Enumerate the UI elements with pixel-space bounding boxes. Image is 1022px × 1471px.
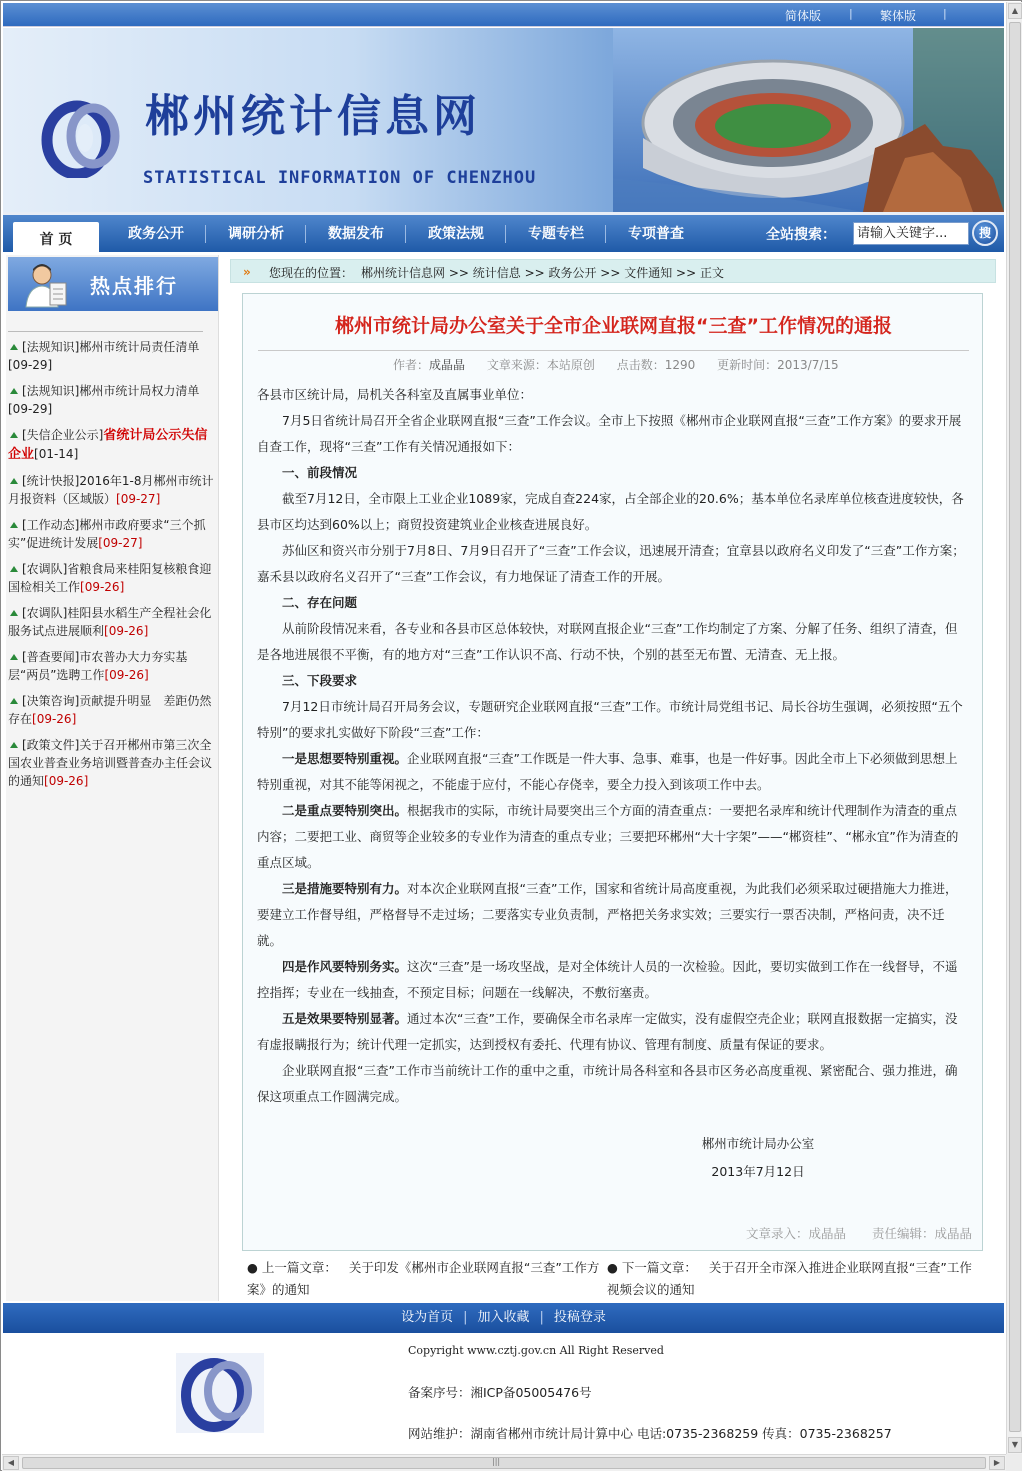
main-nav [3, 212, 1004, 252]
source-label: 文章来源： [486, 358, 547, 372]
footer-links-bar [3, 1303, 1004, 1333]
topbar-separator: | [943, 7, 947, 20]
entry-value: 成晶晶 [808, 1226, 847, 1241]
prev-label: 上一篇文章： [261, 1260, 337, 1275]
requirement-paragraph [257, 1006, 969, 1058]
nav-item-policy[interactable]: 政策法规 [428, 226, 484, 242]
news-title: 郴州市统计局责任清单 [79, 340, 200, 354]
title-divider [258, 350, 969, 351]
signature-date: 2013年7月12日 [711, 1164, 805, 1179]
section-heading: 一、前段情况 [282, 465, 358, 480]
hot-news-link[interactable] [8, 738, 212, 788]
nav-item-data-release[interactable]: 数据发布 [328, 226, 384, 242]
vertical-scrollbar[interactable] [1006, 2, 1022, 1454]
stadium-illustration [613, 28, 1004, 212]
section-heading: 三、下段要求 [282, 673, 358, 688]
triangle-bullet-icon [10, 478, 18, 484]
list-item [6, 472, 219, 508]
news-date: [09-26] [104, 668, 149, 682]
news-date: [09-27] [98, 536, 143, 550]
news-date: [01-14] [34, 447, 79, 461]
news-category: [工作动态] [22, 518, 80, 532]
requirement-text: 企业联网直报“三查”工作既是一件大事、急事、难事，也是一件好事。因此全市上下必须做到思想上特别重视，对其不能等闲视之，不能虚于应付，不能心存侥幸，要全力投入到该项工作中去。 [257, 751, 958, 792]
news-category: [统计快报] [22, 474, 80, 488]
hot-news-link[interactable] [22, 384, 199, 398]
entry-label: 文章录入： [746, 1226, 809, 1241]
triangle-bullet-icon [10, 742, 18, 748]
news-date: [09-26] [44, 774, 89, 788]
updated-value: 2013/7/15 [777, 358, 839, 372]
news-title: 贡献提升明显 差距仍然存在 [8, 694, 212, 726]
news-title: 省粮食局来桂阳复核粮食迎国检相关工作 [8, 562, 212, 594]
article-body [257, 382, 969, 1110]
bullet-icon: ● [247, 1260, 262, 1275]
requirement-text: 这次“三查”是一场攻坚战，是对全体统计人员的一次检验。因此，要切实做到工作在一线督导，不遥控指挥；专业在一线抽查，不预定目标；问题在一线解决，不敷衍塞责。 [257, 959, 958, 1000]
paragraph: 苏仙区和资兴市分别于7月8日、7月9日召开了“三查”工作会议，迅速展开清查；宜章县以政府名义印发了“三查”工作方案；嘉禾县以政府名义召开了“三查”工作会议，有力地保证了清查工作的开展。 [257, 543, 965, 584]
scroll-right-icon[interactable]: ▶ [989, 1456, 1005, 1470]
simplified-chinese-link[interactable]: 简体版 [785, 9, 822, 23]
list-item [6, 426, 219, 464]
article-panel [242, 293, 983, 1251]
list-item [6, 648, 219, 684]
scrollbar-corner [1006, 1454, 1022, 1471]
maintainer-text: 网站维护：湖南省郴州市统计局计算中心 电话:0735-2368259 传真：0735-2368257 [408, 1426, 892, 1441]
requirement-lead: 五是效果要特别显著。 [282, 1011, 408, 1026]
news-category: [失信企业公示] [22, 428, 104, 442]
hits-value: 1290 [664, 358, 696, 372]
signature-block [683, 1130, 833, 1186]
triangle-bullet-icon [10, 344, 18, 350]
requirement-lead: 三是措施要特别有力。 [282, 881, 408, 896]
site-banner [3, 28, 1004, 212]
news-title: 市农普办大力夯实基层“两员”选聘工作 [8, 650, 188, 682]
news-date: [09-27] [116, 492, 161, 506]
updated-label: 更新时间： [717, 358, 778, 372]
breadcrumb-path[interactable]: 郴州统计信息网 >> 统计信息 >> 政务公开 >> 文件通知 >> 正文 [361, 266, 724, 280]
requirement-lead: 四是作风要特别务实。 [282, 959, 408, 974]
footer [3, 1333, 1004, 1453]
hot-ranking-sidebar [6, 255, 219, 1301]
list-item [6, 382, 219, 418]
author-label: 作者： [393, 358, 430, 372]
next-article-link[interactable]: 关于召开全市深入推进企业联网直报“三查”工作视频会议的通知 [607, 1260, 972, 1297]
nav-item-census[interactable]: 专项普查 [628, 226, 684, 242]
news-date: [09-26] [80, 580, 125, 594]
triangle-bullet-icon [10, 522, 18, 528]
footer-separator: | [539, 1310, 544, 1325]
news-date: [09-29] [8, 358, 53, 372]
news-title: 省统计局公示失信企业 [8, 428, 208, 462]
search-button[interactable]: 搜 [972, 220, 998, 246]
scroll-up-icon[interactable]: ▲ [1008, 3, 1022, 19]
breadcrumb-text [269, 264, 724, 281]
requirement-paragraph [257, 954, 969, 1006]
footer-logo-icon [176, 1353, 264, 1433]
hot-news-link[interactable] [8, 650, 187, 682]
editor-label: 责任编辑： [872, 1226, 935, 1241]
nav-item-research[interactable]: 调研分析 [228, 226, 284, 242]
news-category: [决策咨询] [22, 694, 80, 708]
user-avatar-icon [22, 261, 70, 309]
news-title: 关于召开郴州市第三次全国农业普查业务培训暨普查办主任会议的通知 [8, 738, 213, 788]
list-item [6, 516, 219, 552]
triangle-bullet-icon [10, 610, 18, 616]
set-homepage-link[interactable]: 设为首页 [401, 1310, 454, 1325]
article-meta [393, 356, 839, 373]
site-logo-icon [39, 98, 129, 178]
requirement-paragraph [257, 746, 969, 798]
copyright-text: Copyright www.cztj.gov.cn All Right Reserved [408, 1344, 664, 1357]
news-title: 郴州市政府要求“三个抓实”促进统计发展 [8, 518, 206, 550]
next-label: 下一篇文章： [621, 1260, 697, 1275]
triangle-bullet-icon [10, 432, 18, 438]
requirement-paragraph [257, 798, 969, 876]
site-title: 郴州统计信息网 [145, 91, 481, 142]
search-input[interactable]: 请输入关键字... [853, 222, 969, 245]
breadcrumb-label: 您现在的位置： [269, 266, 354, 280]
news-category: [法规知识] [22, 340, 80, 354]
paragraph: 7月12日市统计局召开局务会议，专题研究企业联网直报“三查”工作。市统计局党组书记、局长谷坊生强调，必须按照“五个特别”的要求扎实做好下阶段“三查”工作： [257, 699, 963, 740]
scroll-down-icon[interactable]: ▼ [1008, 1437, 1022, 1453]
source-value: 本站原创 [546, 358, 595, 372]
paragraph: 从前阶段情况来看，各专业和各县市区总体较快，对联网直报企业“三查”工作均制定了方案、分解了任务、组织了清查，但是各地进展很不平衡，有的地方对“三查”工作认识不高、行动不快，个别的甚至无布置、无清查、无上报。 [257, 621, 958, 662]
triangle-bullet-icon [10, 698, 18, 704]
add-favorite-link[interactable]: 加入收藏 [477, 1310, 530, 1325]
news-category: [普查要闻] [22, 650, 80, 664]
news-category: [政策文件] [22, 738, 80, 752]
intro-paragraph: 7月5日省统计局召开全省企业联网直报“三查”工作会议。全市上下按照《郴州市企业联网直报“三查”工作方案》的要求开展自查工作，现将“三查”工作有关情况通报如下： [257, 413, 962, 454]
scroll-left-icon[interactable]: ◀ [3, 1456, 19, 1470]
triangle-bullet-icon [10, 566, 18, 572]
nav-item-special-topics[interactable]: 专题专栏 [528, 226, 584, 242]
traditional-chinese-link[interactable]: 繁体版 [880, 9, 917, 23]
sidebar-title: 热点排行 [90, 274, 178, 298]
horizontal-scroll-thumb[interactable] [22, 1457, 986, 1469]
horizontal-scrollbar[interactable] [2, 1454, 1006, 1471]
news-title: 桂阳县水稻生产全程社会化服务试点进展顺利 [8, 606, 212, 638]
news-title: 郴州市统计局权力清单 [79, 384, 200, 398]
list-item [6, 692, 219, 728]
section-heading: 二、存在问题 [282, 595, 358, 610]
hot-news-list [6, 338, 219, 798]
signature-org: 郴州市统计局办公室 [701, 1136, 815, 1151]
article-title: 郴州市统计局办公室关于全市企业联网直报“三查”工作情况的通报 [335, 315, 892, 337]
news-category: [农调队] [22, 606, 68, 620]
prev-article [247, 1257, 602, 1301]
author-value: 成晶晶 [429, 358, 466, 372]
hits-label: 点击数： [616, 358, 665, 372]
requirement-text: 根据我市的实际，市统计局要突出三个方面的清查重点：一要把名录库和统计代理制作为清查的重点内容；二要把工业、商贸等企业较多的专业作为清查的重点专业；三要把环郴州“大十字架”——“郴资桂”、“郴永宜”作为清查的重点区域。 [257, 803, 959, 870]
news-title: 2016年1-8月郴州市统计月报资料（区域版） [8, 474, 214, 506]
triangle-bullet-icon [10, 654, 18, 660]
requirement-text: 通过本次“三查”工作，要确保全市名录库一定做实，没有虚假空壳企业；联网直报数据一定搞实，没有虚报瞒报行为；统计代理一定抓实，达到授权有委托、代理有协议、管理有制度、质量有保证的要求。 [257, 1011, 958, 1052]
list-item [6, 338, 219, 374]
site-subtitle: STATISTICAL INFORMATION OF CHENZHOU [143, 168, 537, 188]
topbar-separator: | [849, 7, 853, 20]
requirement-paragraph [257, 876, 969, 954]
top-strip [3, 3, 1004, 27]
icp-text: 备案序号：湘ICP备05005476号 [408, 1385, 592, 1400]
next-article [607, 1257, 979, 1301]
sidebar-divider [8, 331, 203, 332]
requirement-text: 对本次企业联网直报“三查”工作，国家和省统计局高度重视，为此我们必须采取过硬措施大力推进，要建立工作督导组，严格督导不走过场；二要落实专业负责制，严格把关务求实效；三要实行一票否决制，严格问责，决不迁就。 [257, 881, 958, 948]
scroll-grip-icon: ||| [492, 1457, 501, 1466]
editor-info [746, 1224, 972, 1242]
breadcrumb-arrow-icon: » [243, 265, 251, 279]
hot-news-link[interactable] [8, 474, 214, 506]
search-label: 全站搜索： [766, 227, 836, 243]
list-item [6, 736, 219, 790]
bullet-icon: ● [607, 1260, 622, 1275]
news-date: [09-26] [104, 624, 149, 638]
salutation: 各县市区统计局，局机关各科室及直属事业单位： [257, 387, 533, 402]
news-category: [农调队] [22, 562, 68, 576]
nav-item-government-affairs[interactable]: 政务公开 [128, 226, 184, 242]
closing-paragraph: 企业联网直报“三查”工作市当前统计工作的重中之重，市统计局各科室和各县市区务必高度重视、紧密配合、强力推进，确保这项重点工作圆满完成。 [257, 1063, 958, 1104]
editor-value: 成晶晶 [934, 1226, 973, 1241]
news-date: [09-26] [32, 712, 77, 726]
hot-news-link[interactable] [22, 340, 199, 354]
breadcrumb [230, 259, 996, 283]
triangle-bullet-icon [10, 388, 18, 394]
vertical-scroll-thumb[interactable] [1009, 22, 1021, 1432]
news-category: [法规知识] [22, 384, 80, 398]
prev-article-link[interactable]: 关于印发《郴州市企业联网直报“三查”工作方案》的通知 [247, 1260, 600, 1297]
news-date: [09-29] [8, 402, 53, 416]
paragraph: 截至7月12日，全市限上工业企业1089家，完成自查224家，占全部企业的20.6%；基本单位名录库单位核查进度较快，各县市区均达到60%以上；商贸投资建筑业企业核查进展良好。 [257, 491, 964, 532]
list-item [6, 560, 219, 596]
sidebar-header [8, 257, 218, 311]
requirement-lead: 一是思想要特别重视。 [282, 751, 408, 766]
requirement-lead: 二是重点要特别突出。 [282, 803, 408, 818]
list-item [6, 604, 219, 640]
submit-login-link[interactable]: 投稿登录 [553, 1310, 606, 1325]
footer-separator: | [463, 1310, 468, 1325]
nav-item-home[interactable]: 首 页 [13, 222, 99, 252]
